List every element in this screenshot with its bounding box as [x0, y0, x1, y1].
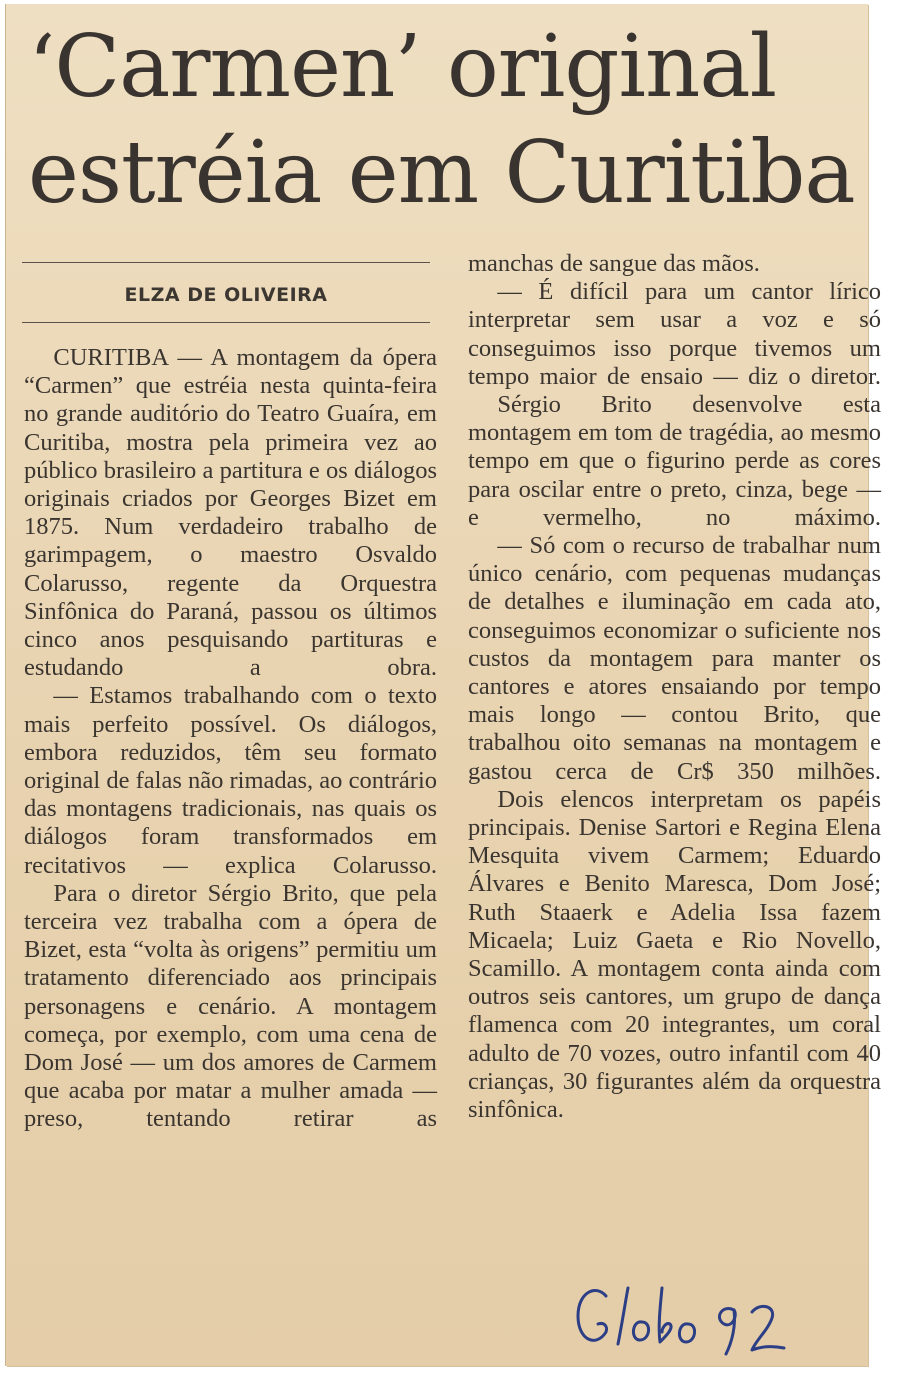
article-column-left [24, 344, 437, 1134]
byline-rule-top [22, 262, 430, 263]
paragraph-tragedy: Sérgio Brito desenvolve esta montagem em tom de tragédia, ao mesmo tempo em que o figurino perde as cores para oscilar entre o preto, cinza, bege — e vermelho, no máximo. [468, 391, 881, 531]
article-column-right [468, 250, 881, 1124]
paragraph-director: Para o diretor Sérgio Brito, que pela terceira vez trabalha com a ópera de Bizet, esta “volta às origens” permitiu um tratamento diferenciado aos principais personagens e cenário. A montagem começa, por exemplo, com uma cena de Dom José — um dos amores de Carmem que acaba por matar a mulher amada — preso, tentando retirar as [24, 879, 437, 1133]
paragraph-casts: Dois elencos interpretam os papéis principais. Denise Sartori e Regina Elena Mesquita vivem Carmem; Eduardo Álvares e Benito Maresca, Dom José; Ruth Staaerk e Adelia Issa fazem Micaela; Luiz Gaeta e Rio Novello, Scamillo. A montagem conta ainda com outros seis cantores, um grupo de dança flamenca com 20 integrantes, um coral adulto de 70 vozes, outro infantil com 40 crianças, 30 figurantes além da orquestra sinfônica. [468, 785, 881, 1124]
paragraph-intro: CURITIBA — A montagem da ópera “Carmen” que estréia nesta quinta-feira no grande auditório do Teatro Guaíra, em Curitiba, mostra pela primeira vez ao público brasileiro a partitura e os diálogos originais criados por Georges Bizet em 1875. Num verdadeiro trabalho de garimpagem, o maestro Osvaldo Colarusso, regente da Orquestra Sinfônica do Paraná, passou os últimos cinco anos pesquisando partituras e estudando a obra. [24, 344, 437, 682]
newspaper-clipping [6, 4, 881, 1366]
byline: ELZA DE OLIVEIRA [124, 284, 328, 306]
headline-line-2: estréia em Curitiba [28, 123, 855, 223]
paragraph-continuation: manchas de sangue das mãos. [468, 250, 760, 277]
paragraph-director-quote: — É difícil para um cantor lírico interpretar sem usar a voz e só conseguimos isso porque tivemos um tempo maior de ensaio — diz o diretor. [468, 278, 881, 390]
headline [28, 14, 868, 226]
paragraph-brito-quote: — Só com o recurso de trabalhar num único cenário, com pequenas mudanças de detalhes e iluminação em cada ato, conseguimos economizar o suficiente nos custos da montagem para manter os cantores e atores ensaiando por tempo mais longo — contou Brito, que trabalhou oito semanas na montagem e gastou cerca de Cr$ 350 milhões. [468, 532, 881, 785]
byline-rule-bottom [22, 322, 430, 323]
handwritten-note-globo-92 [566, 1274, 806, 1364]
paragraph-colarusso-quote: — Estamos trabalhando com o texto mais perfeito possível. Os diálogos, embora reduzidos, têm seu formato original de falas não rimadas, ao contrário das montagens tradicionais, nas quais os diálogos foram transformados em recitativos — explica Colarusso. [24, 682, 437, 879]
headline-line-1: ‘Carmen’ original [28, 17, 777, 117]
